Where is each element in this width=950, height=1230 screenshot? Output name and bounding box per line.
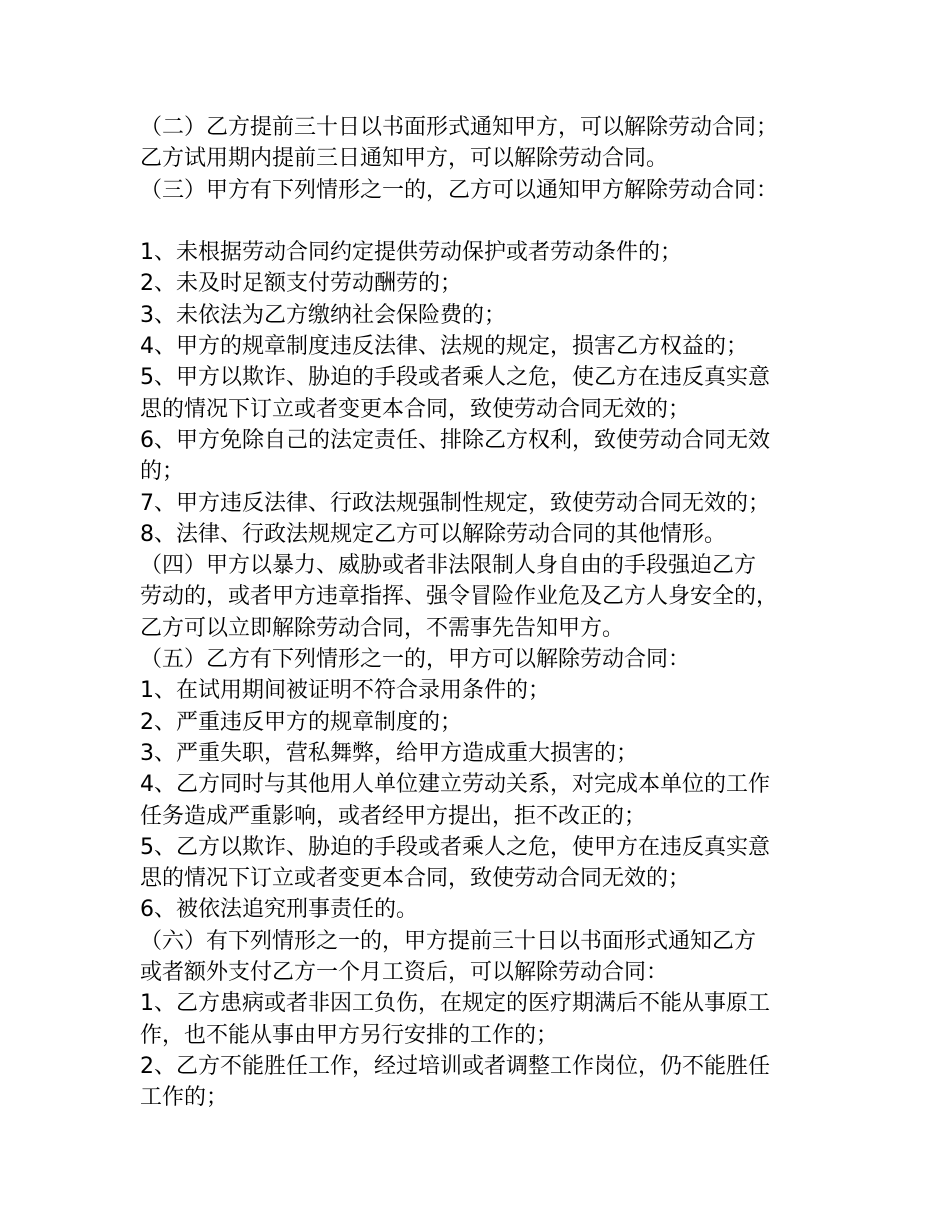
text-line: 2、严重违反甲方的规章制度的；	[140, 709, 462, 735]
text-line: 乙方可以立即解除劳动合同，不需事先告知甲方。	[140, 615, 625, 641]
text-line: 1、未根据劳动合同约定提供劳动保护或者劳动条件的；	[140, 240, 682, 266]
text-line: 3、未依法为乙方缴纳社会保险费的；	[140, 302, 506, 328]
text-line: 思的情况下订立或者变更本合同，致使劳动合同无效的；	[140, 396, 691, 422]
text-line: 的；	[140, 459, 185, 485]
text-line: （五）乙方有下列情形之一的，甲方可以解除劳动合同：	[140, 647, 691, 673]
text-line: 6、被依法追究刑事责任的。	[140, 897, 418, 923]
blank-line	[140, 206, 830, 237]
text-line: 2、乙方不能胜任工作，经过培训或者调整工作岗位，仍不能胜任	[140, 1053, 770, 1079]
text-line: （六）有下列情形之一的，甲方提前三十日以书面形式通知乙方	[140, 928, 757, 954]
text-line: 乙方试用期内提前三日通知甲方，可以解除劳动合同。	[140, 146, 669, 172]
text-line: 5、甲方以欺诈、胁迫的手段或者乘人之危，使乙方在违反真实意	[140, 365, 770, 391]
document-page	[140, 112, 830, 1114]
text-line: 或者额外支付乙方一个月工资后，可以解除劳动合同：	[140, 960, 669, 986]
text-line: （二）乙方提前三十日以书面形式通知甲方，可以解除劳动合同；	[140, 115, 779, 140]
text-line: 任务造成严重影响，或者经甲方提出，拒不改正的；	[140, 803, 647, 829]
text-line: 1、在试用期间被证明不符合录用条件的；	[140, 678, 550, 704]
text-line: 1、乙方患病或者非因工负伤，在规定的医疗期满后不能从事原工	[140, 991, 770, 1017]
text-line: 3、严重失职，营私舞弊，给甲方造成重大损害的；	[140, 740, 638, 766]
text-line: 劳动的，或者甲方违章指挥、强令冒险作业危及乙方人身安全的，	[140, 584, 779, 610]
text-line: 2、未及时足额支付劳动酬劳的；	[140, 271, 462, 297]
text-line: 作，也不能从事由甲方另行安排的工作的；	[140, 1022, 559, 1048]
text-line: 7、甲方违反法律、行政法规强制性规定，致使劳动合同无效的；	[140, 490, 770, 516]
text-line: 工作的；	[140, 1085, 229, 1111]
text-line: 8、法律、行政法规规定乙方可以解除劳动合同的其他情形。	[140, 521, 726, 547]
text-line: （四）甲方以暴力、威胁或者非法限制人身自由的手段强迫乙方	[140, 553, 757, 579]
text-line: （三）甲方有下列情形之一的，乙方可以通知甲方解除劳动合同：	[140, 177, 779, 203]
text-line: 思的情况下订立或者变更本合同，致使劳动合同无效的；	[140, 866, 691, 892]
text-line: 4、甲方的规章制度违反法律、法规的规定，损害乙方权益的；	[140, 334, 748, 360]
text-line: 6、甲方免除自己的法定责任、排除乙方权利，致使劳动合同无效	[140, 427, 770, 453]
text-line: 4、乙方同时与其他用人单位建立劳动关系，对完成本单位的工作	[140, 772, 770, 798]
text-line: 5、乙方以欺诈、胁迫的手段或者乘人之危，使甲方在违反真实意	[140, 834, 770, 860]
